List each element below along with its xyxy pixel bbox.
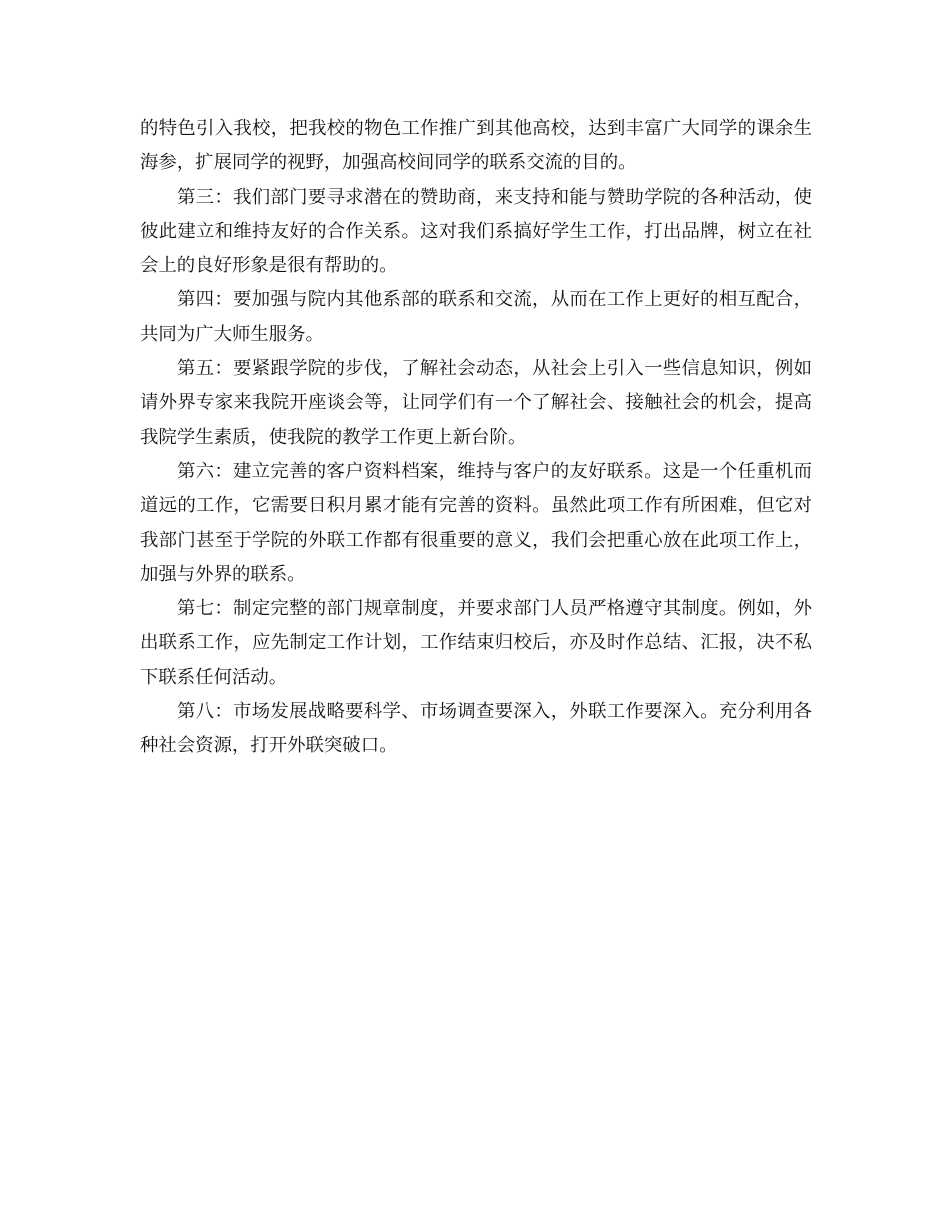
paragraph-item-six: 第六：建立完善的客户资料档案，维持与客户的友好联系。这是一个任重机而道远的工作，它需要日积月累才能有完善的资料。虽然此项工作有所困难，但它对我部门甚至于学院的外联工作都有很重要的意义，我们会把重心放在此项工作上，加强与外界的联系。	[140, 460, 812, 585]
paragraph-item-seven: 第七：制定完整的部门规章制度，并要求部门人员严格遵守其制度。例如，外出联系工作，应先制定工作计划，工作结束归校后，亦及时作总结、汇报，决不私下联系任何活动。	[140, 598, 812, 688]
paragraph-item-eight: 第八：市场发展战略要科学、市场调查要深入，外联工作要深入。充分利用各种社会资源，打开外联突破口。	[140, 701, 812, 757]
paragraph-item-four: 第四：要加强与院内其他系部的联系和交流，从而在工作上更好的相互配合，共同为广大师生服务。	[140, 289, 812, 345]
paragraph-item-five: 第五：要紧跟学院的步伐，了解社会动态，从社会上引入一些信息知识，例如请外界专家来我院开座谈会等，让同学们有一个了解社会、接触社会的机会，提高我院学生素质，使我院的教学工作更上新台阶。	[140, 358, 812, 448]
paragraph-item-three: 第三：我们部门要寻求潜在的赞助商，来支持和能与赞助学院的各种活动，使彼此建立和维持友好的合作关系。这对我们系搞好学生工作，打出品牌，树立在社会上的良好形象是很有帮助的。	[140, 186, 812, 277]
paragraph-continuation: 的特色引入我校，把我校的物色工作推广到其他高校，达到丰富广大同学的课余生海参，扩展同学的视野，加强高校间同学的联系交流的目的。	[140, 118, 812, 174]
document-body	[140, 112, 812, 764]
